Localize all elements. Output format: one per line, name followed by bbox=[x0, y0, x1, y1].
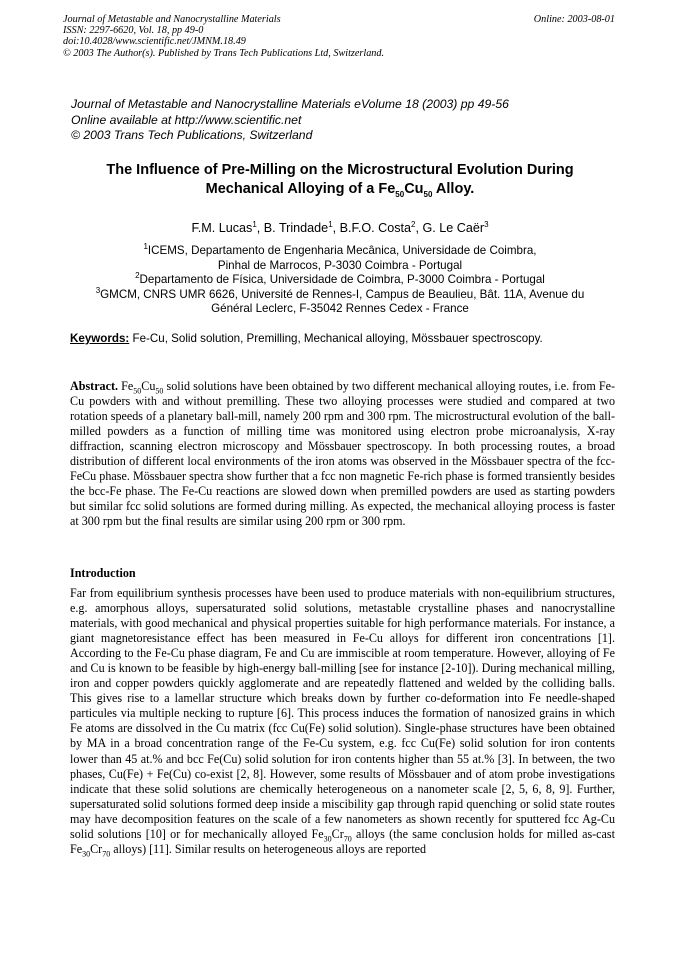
affiliation-2: $^2$Departamento de Física, Universidade de Coimbra, P-3000 Coimbra - Portugal bbox=[135, 271, 545, 287]
abstract-label: Abstract. bbox=[70, 379, 119, 393]
header-journal-name: Journal of Metastable and Nanocrystalline Materials bbox=[63, 14, 281, 25]
author: F.M. Lucas$^1$, bbox=[191, 219, 264, 235]
header-copyright: © 2003 The Author(s). Published by Trans Tech Publications Ltd, Switzerland. bbox=[63, 47, 385, 59]
journal-copyright-line: © 2003 Trans Tech Publications, Switzerland bbox=[71, 128, 313, 142]
keywords-text: Fe-Cu, Solid solution, Premilling, Mechanical alloying, Mössbauer spectroscopy. bbox=[129, 332, 543, 345]
title-line-1: The Influence of Pre-Milling on the Microstructural Evolution During bbox=[106, 162, 574, 178]
affiliation-1: $^1$ICEMS, Departamento de Engenharia Mecânica, Universidade de Coimbra, bbox=[143, 242, 537, 257]
header-issn: ISSN: 2297-6620, Vol. 18, pp 49-0 bbox=[63, 25, 204, 37]
title-line-2: Mechanical Alloying of a $Fe_{50}Cu_{50}$ Alloy. bbox=[205, 181, 475, 199]
affiliation-3-address: Général Leclerc, F-35042 Rennes Cedex - France bbox=[211, 302, 469, 316]
header-doi: doi:10.4028/www.scientific.net/JMNM.18.49 bbox=[63, 36, 246, 48]
keywords bbox=[70, 332, 615, 346]
journal-volume-line: Journal of Metastable and Nanocrystalline Materials eVolume 18 (2003) pp 49-56 bbox=[71, 97, 509, 111]
affiliation-1-address: Pinhal de Marrocos, P-3030 Coimbra - Portugal bbox=[217, 258, 463, 272]
section-heading-introduction: Introduction bbox=[70, 566, 136, 580]
keywords-label: Keywords: bbox=[70, 332, 130, 345]
abstract: Abstract. $Fe_{50}Cu_{50}$ solid solutions have been obtained by two different mechanical alloying routes, i.e. from Fe-Cu powders with and without premilling. These two alloying processes were studied and compared at two rotation speeds of a planetary ball-mill, namely 200 rpm and 300 rpm. The microstructural evolution of the ball-milled powders as a function of milling time was monitored using electron probe microanalysis, X-ray diffraction, scanning electron microscopy and Mössbauer spectroscopy. In both processing routes, a broad distribution of different local environments of the iron atoms was observed in the Mössbauer spectra of the fcc-FeCu phase. Mössbauer spectra show further that a fcc non magnetic Fe-rich phase is formed transiently besides the bcc-Fe phase. The Fe-Cu reactions are slowed down when premilled powders are used as starting powders but similar fcc solid solutions are formed during milling. As expected, the mechanical alloying process is faster at 300 rpm but the final results are similar using 200 rpm or 300 rpm. bbox=[70, 379, 616, 529]
author: G. Le Caër$^3$ bbox=[422, 219, 489, 235]
introduction-paragraph: Far from equilibrium synthesis processes have been used to produce materials with non-equilibrium structures, e.g. amorphous alloys, supersaturated solid solutions, metastable crystalline phases and nanocrystalline materials, with good mechanical and physical properties suitable for high performance materials. For instance, a giant magnetoresistance effect has been measured in Fe-Cu alloys for different iron concentrations [1]. According to the Fe-Cu phase diagram, Fe and Cu are immiscible at room temperature. However, alloying of Fe and Cu is known to be feasible by high-energy ball-milling [see for instance [2-10]). During mechanical milling, iron and copper powders quickly agglomerate and are repeatedly flattened and welded by the colliding balls. This gives rise to a lamellar structure which breaks down by further co-deformation into Fe needle-shaped particules via multiple necking to rupture [6]. This process induces the formation of nanosized grains in which Fe atoms are dissolved in the Cu matrix (fcc Cu(Fe) solid solution). Single-phase structures have been obtained by MA in a broad concentration range of the Fe-Cu system, e.g. fcc Cu(Fe) solid solution for iron contents lower than 45 at.% and bcc Fe(Cu) solid solution for iron contents higher than 55 at.% [3]. In between, the two phases, Cu(Fe) + Fe(Cu) co-exist [2, 8]. However, some results of Mössbauer and of atom probe investigations indicate that these solid solutions are chemically heterogeneous on a nanometer scale [2, 5, 6, 8, 9]. Further, supersaturated solid solutions formed deep inside a miscibility gap through rapid quenching or solid state routes may have decomposition features on the scale of a few nanometers as shown recently for sputtered fcc Ag-Cu solid solutions [10] or for mechanically alloyed $Fe_{30}Cr_{70}$ alloys (the same conclusion holds for milled as-cast $Fe_{30}Cr_{70}$ alloys) [11]. Similar results on heterogeneous alloys are reported bbox=[70, 586, 615, 859]
page-header bbox=[63, 14, 615, 59]
author-list bbox=[70, 220, 610, 236]
author: B.F.O. Costa$^2$, bbox=[339, 219, 423, 235]
journal-info-block bbox=[71, 97, 509, 144]
abstract-text: solid solutions have been obtained by two different mechanical alloying routes, i.e. from Fe-Cu powders with and without premilling. These two alloying processes were studied and compared at two rotation speeds of a planetary ball-mill, namely 200 rpm and 300 rpm. The microstructural evolution of the ball-milled powders as a function of milling time was monitored using electron probe microanalysis, X-ray diffraction, scanning electron microscopy and Mössbauer spectroscopy. In both processing routes, a broad distribution of different local environments of the iron atoms was observed in the Mössbauer spectra of the fcc-FeCu phase. Mössbauer spectra show further that a fcc non magnetic Fe-rich phase is formed transiently besides the bcc-Fe phase. The Fe-Cu reactions are slowed down when premilled powders are used as starting powders but similar fcc solid solutions are formed during milling. As expected, the mechanical alloying process is faster at 300 rpm but the final results are similar using 200 rpm or 300 rpm. bbox=[70, 379, 616, 529]
journal-online-line: Online available at http://www.scientific.net bbox=[71, 112, 302, 127]
affiliations bbox=[70, 244, 610, 317]
affiliation-3: $^3$GMCM, CNRS UMR 6626, Université de Rennes-I, Campus de Beaulieu, Bât. 11A, Avenue du bbox=[95, 285, 585, 301]
paper-title bbox=[70, 161, 610, 199]
author: B. Trindade$^1$, bbox=[263, 219, 340, 235]
header-online-date: Online: 2003-08-01 bbox=[533, 14, 615, 25]
